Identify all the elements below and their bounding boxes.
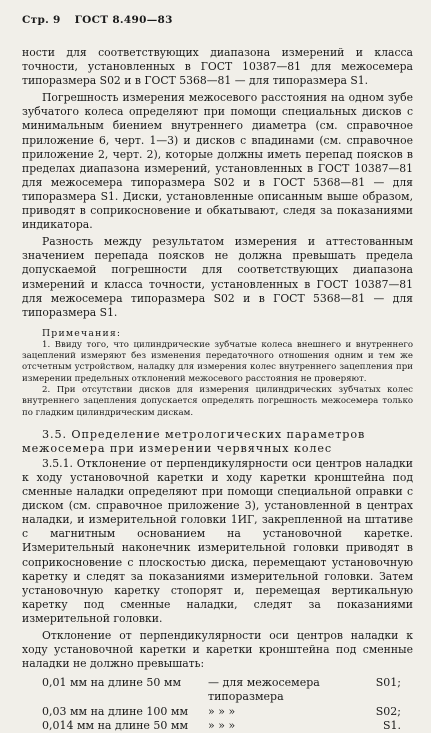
section-heading: 3.5. Определение метрологических параметров межосемера при измерении червячных колес (22, 427, 366, 456)
tolerance-description: — для межосемера типоразмера (208, 676, 320, 704)
tolerance-size-type: S01; (375, 676, 401, 690)
notes-title: Примечания: (42, 327, 122, 339)
paragraph-measurement-error: Погрешность измерения межосевого расстояния на одном зубе зубчатого колеса определяют при помощи специальных дисков с минимальным биением внутреннего диаметра (см. справочное приложение 6, черт. 1—3) и дисков с впадинами (см. справочное приложение 2, черт. 2), которые должны иметь перепад поясков в пределах диапазона измерений, установленных в ГОСТ 10387—81 для межосемера типоразмера S02 и в ГОСТ 5368—81 — для типоразмера S1. Диски, установленные описанным выше образом, приводят в соприкосновение и обкатывают, следя за показаниями индикатора. (22, 91, 413, 232)
tolerance-value: 0,03 мм на длине 100 мм (42, 704, 189, 718)
tolerance-row (42, 719, 413, 733)
tolerance-description: » » » (208, 718, 236, 732)
tolerance-value: 0,01 мм на длине 50 мм (42, 676, 182, 690)
document-body (22, 46, 413, 733)
tolerance-value: 0,014 мм на длине 50 мм (42, 718, 189, 732)
tolerance-size-type: S02; (375, 704, 401, 718)
tolerance-description: » » » (208, 704, 236, 718)
note-1: 1. Ввиду того, что цилиндрические зубчатые колеса внешнего и внутреннего зацеплений измеряют без изменения передаточного отношения одним и тем же отсчетным устройством, наладку для измерения колес внутреннего зацепления при измерении предельных отклонений межосевого расстояния не проверяют. (22, 339, 413, 384)
section-paragraph-2: Отклонение от перпендикулярности оси центров наладки к ходу установочной каретки и каретки кронштейна под сменные наладки не должно превышать: (22, 628, 413, 671)
paragraph-difference: Разность между результатом измерения и аттестованным значением перепада поясков не должна превышать предела допускаемой погрешности для соответствующих диапазона измерений и класса точности, установленных в ГОСТ 10387—81 для межосемера типоразмера S02 и в ГОСТ 5368—81 — для типоразмера S1. (22, 235, 413, 319)
section-paragraph-1: 3.5.1. Отклонение от перпендикулярности оси центров наладки к ходу установочной каретки и ходу каретки кронштейна под сменные наладки определяют при помощи специальной оправки с диском (см. справочное приложение 3), установленной в центрах наладки, и измерительной головки 1ИГ, закрепленной на штативе с магнитным основанием на установочной каретке. Измерительный наконечник измерительной головки приводят в соприкосновение с плоскостью диска, перемещают установочную каретку и следят за показаниями измерительной головки. Затем установочную каретку стопорят и, перемещая вертикальную каретку под сменные наладки, следят за показаниями измерительной головки. (22, 456, 413, 625)
tolerance-row (42, 676, 413, 704)
page-number: Стр. 9 (22, 14, 61, 26)
tolerance-size-type: S1. (382, 718, 401, 732)
standard-code: ГОСТ 8.490—83 (74, 14, 173, 26)
tolerance-row (42, 705, 413, 719)
note-2: 2. При отсутствии дисков для измерения цилиндрических зубчатых колес внутреннего зацепления допускается определять погрешность межосемера только по гладким цилиндрическим дискам. (22, 384, 413, 418)
paragraph-continuation: ности для соответствующих диапазона измерений и класса точности, установленных в ГОСТ 10387—81 для межосемера типоразмера S02 и в ГОСТ 5368—81 — для типоразмера S1. (22, 46, 413, 88)
tolerance-list (42, 676, 413, 733)
page-header (22, 14, 183, 26)
